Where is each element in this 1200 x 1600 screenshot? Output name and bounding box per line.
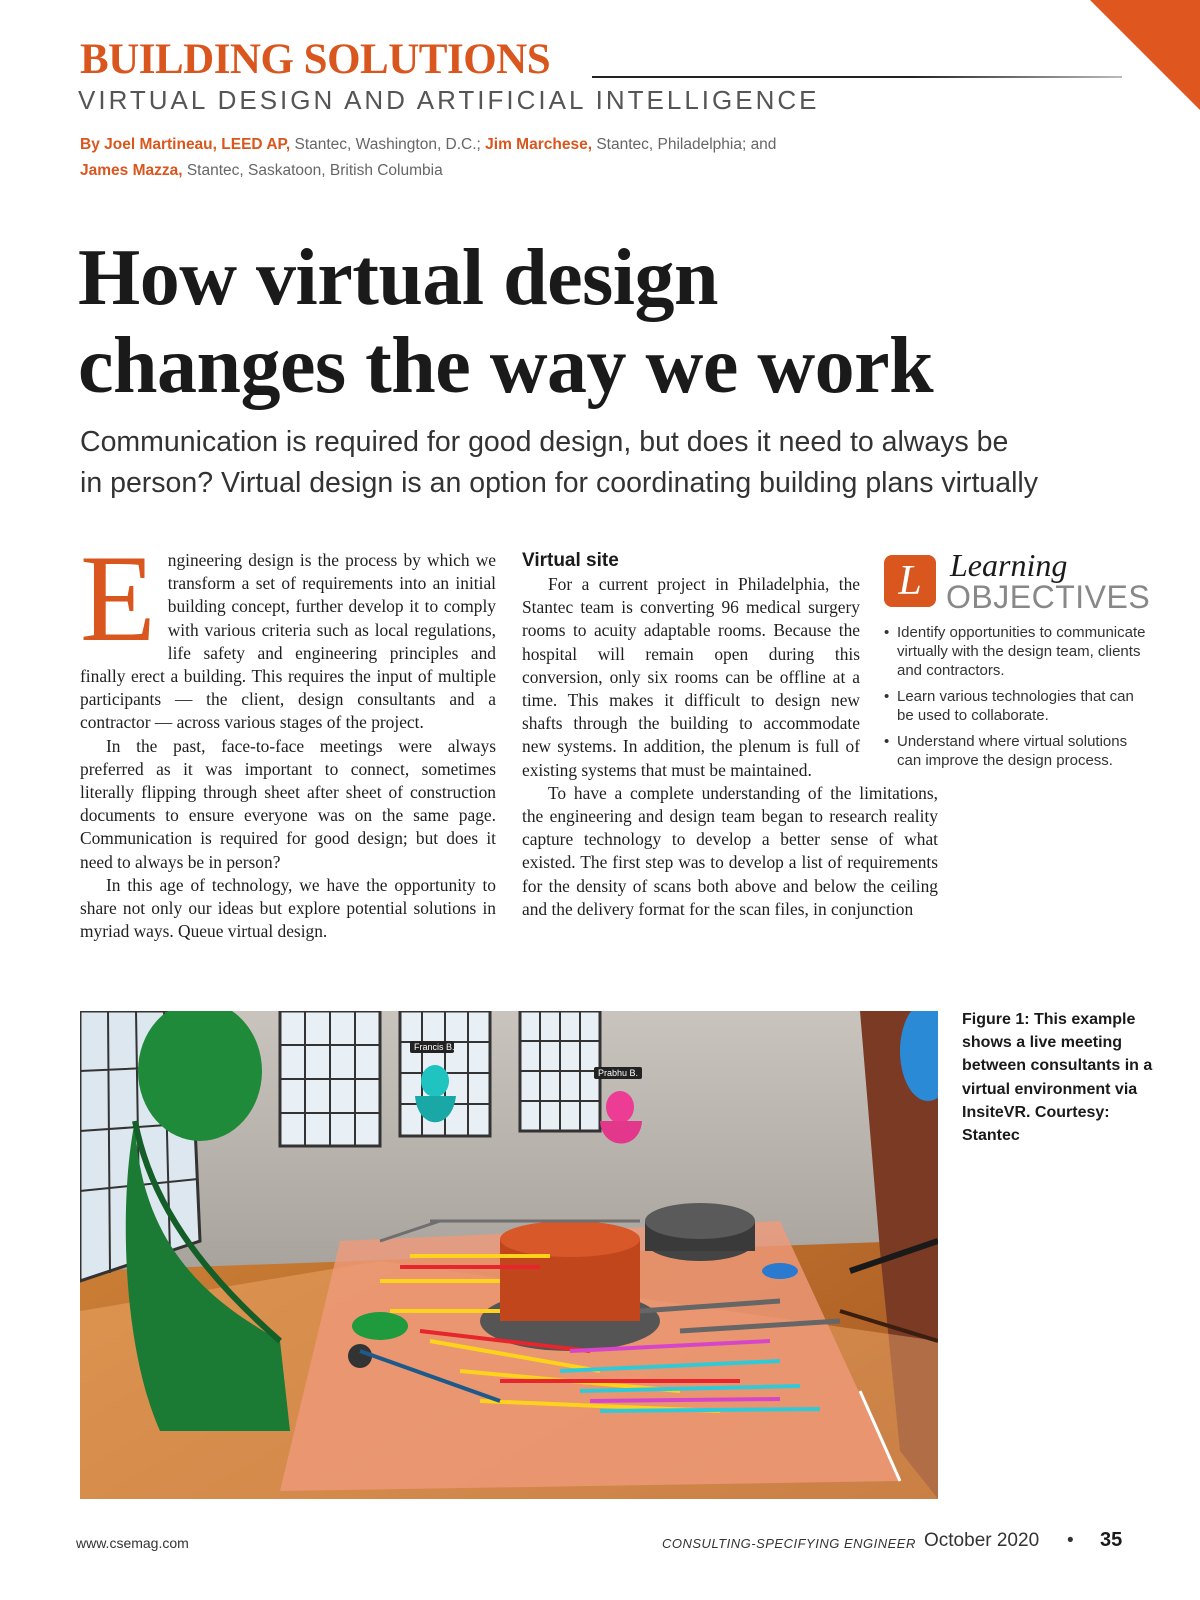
objectives-list bbox=[884, 623, 1154, 777]
objective-item: • Identify opportunities to communicate virtually with the design team, clients and contractors. bbox=[884, 623, 1154, 680]
deck bbox=[80, 422, 1140, 504]
objective-item: • Learn various technologies that can be used to collaborate. bbox=[884, 687, 1154, 725]
corner-accent bbox=[1090, 0, 1200, 110]
objective-item: • Understand where virtual solutions can improve the design process. bbox=[884, 732, 1154, 770]
section-title: BUILDING SOLUTIONS bbox=[80, 36, 551, 83]
paragraph: To have a complete understanding of the limitations, the engineering and design team began to research reality capture technology to develop a better sense of what existed. The first step was to develop a list of requirements for the density of scans both above and below the ceiling and the delivery format for the scan files, in conjunction bbox=[522, 782, 938, 919]
paragraph-opening-text: ngineering design is the process by which we transform a set of requirements into an initial building concept, further develop it to comply with various criteria such as local regulations, life bbox=[167, 550, 496, 663]
window bbox=[280, 1011, 380, 1146]
author-affiliation: Stantec, Saskatoon, British Columbia bbox=[182, 162, 443, 179]
author-name: Jim Marchese, bbox=[485, 136, 593, 153]
byline bbox=[80, 132, 1080, 184]
drop-cap: E bbox=[80, 530, 156, 667]
author-name: James Mazza, bbox=[80, 162, 183, 179]
headline-line: How virtual design bbox=[78, 234, 718, 322]
section-rule bbox=[592, 76, 1122, 78]
deck-line: Communication is required for good design, but does it need to always be bbox=[80, 426, 1009, 458]
footer-magazine-name: CONSULTING-SPECIFYING ENGINEER bbox=[662, 1536, 916, 1551]
avatar-name-tag: Francis B. bbox=[414, 1042, 455, 1052]
article-column-1 bbox=[80, 530, 496, 943]
learning-title-caps: OBJECTIVES bbox=[946, 579, 1151, 615]
subhead-virtual-site: Virtual site bbox=[522, 550, 619, 571]
deck-line: in person? Virtual design is an option for coordinating building plans virtually bbox=[80, 467, 1038, 499]
footer-url[interactable]: www.csemag.com bbox=[76, 1535, 189, 1551]
window bbox=[520, 1011, 600, 1131]
author-name: By Joel Martineau, LEED AP, bbox=[80, 136, 291, 153]
footer-bullet: • bbox=[1067, 1530, 1074, 1551]
page-number: 35 bbox=[1100, 1529, 1123, 1551]
paragraph: For a current project in Philadelphia, the Stantec team is converting 96 medical surgery rooms to acuity adaptable rooms. Because the hospital will remain open during this conversion, only six rooms can be offline at a time. This makes it difficult to design new shafts through the building to accommodate new systems. In addition, the plenum is full of existing systems that must be maintained. bbox=[522, 574, 860, 780]
author-affiliation: Stantec, Philadelphia; and bbox=[592, 136, 777, 153]
figure-caption: Figure 1: This example shows a live meeting between consultants in a virtual environment via InsiteVR. Courtesy: Stantec bbox=[962, 1011, 1153, 1145]
headline bbox=[78, 234, 1138, 410]
author-affiliation: Stantec, Washington, D.C.; bbox=[290, 136, 486, 153]
learning-title-script: Learning bbox=[950, 547, 1068, 583]
section-subtitle: VIRTUAL DESIGN AND ARTIFICIAL INTELLIGENCE bbox=[78, 85, 820, 115]
paragraph-opening-continued: safety and engineering principles and finally erect a building. This requires the input of multiple participants — the client, design consultants and a contractor — across various stages of the project. bbox=[80, 642, 496, 733]
paragraph: In the past, face-to-face meetings were always preferred as it was important to connect, sometimes literally flipping through sheet after sheet of construction documents to ensure everyone was on the same page. Communication is required for good design; but does it need to always be in person? bbox=[80, 735, 496, 872]
footer-date: October 2020 bbox=[924, 1530, 1040, 1551]
avatar-name-tag: Prabhu B. bbox=[598, 1068, 639, 1078]
vr-scene-illustration bbox=[80, 1011, 938, 1499]
figure-vr-meeting bbox=[80, 1011, 938, 1499]
headline-line: changes the way we work bbox=[78, 322, 934, 410]
learning-badge-icon: L bbox=[884, 555, 936, 607]
article-column-2 bbox=[522, 549, 938, 921]
paragraph: In this age of technology, we have the opportunity to share not only our ideas but explore potential solutions in myriad ways. Queue virtual design. bbox=[80, 874, 496, 942]
